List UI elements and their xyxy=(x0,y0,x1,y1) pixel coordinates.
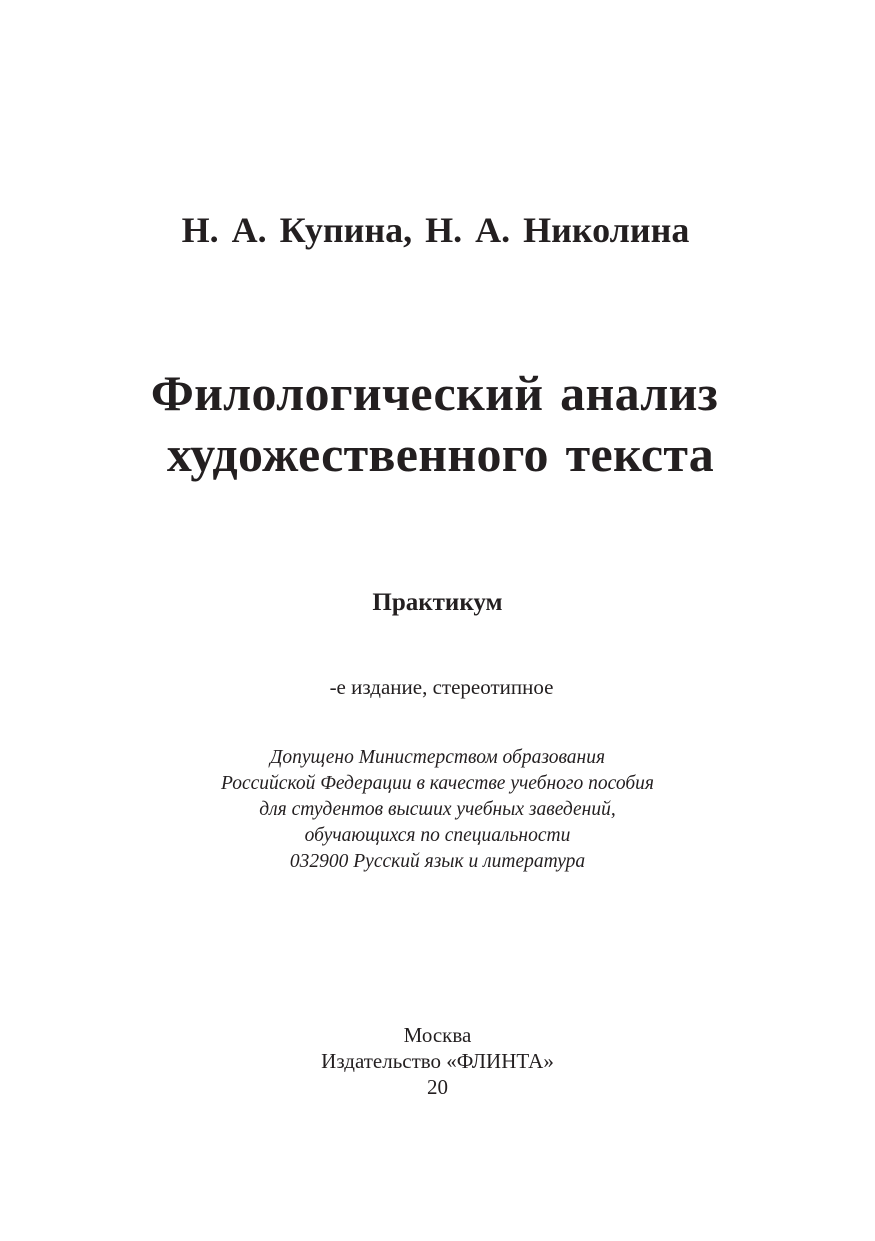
book-title-line-2: художественного текста xyxy=(166,426,715,482)
approval-line: для студентов высших учебных заведений, xyxy=(259,799,616,820)
book-title-line-1: Филологический анализ xyxy=(150,365,719,421)
book-subtitle: Практикум xyxy=(372,589,503,616)
approval-line: 032900 Русский язык и литература xyxy=(289,851,586,872)
approval-line: Допущено Министерством образования xyxy=(269,747,606,768)
imprint-year: 20 xyxy=(427,1075,448,1099)
publisher-imprint xyxy=(0,1022,875,1100)
imprint-publisher: Издательство «ФЛИНТА» xyxy=(321,1049,554,1073)
approval-line: обучающихся по специальности xyxy=(304,825,571,846)
approval-line: Российской Федерации в качестве учебного пособия xyxy=(221,773,654,794)
book-authors: Н. А. Купина, Н. А. Николина xyxy=(181,210,690,250)
edition-note: -е издание, стереотипное xyxy=(329,675,554,699)
imprint-city: Москва xyxy=(403,1023,472,1047)
approval-statement xyxy=(0,745,875,875)
